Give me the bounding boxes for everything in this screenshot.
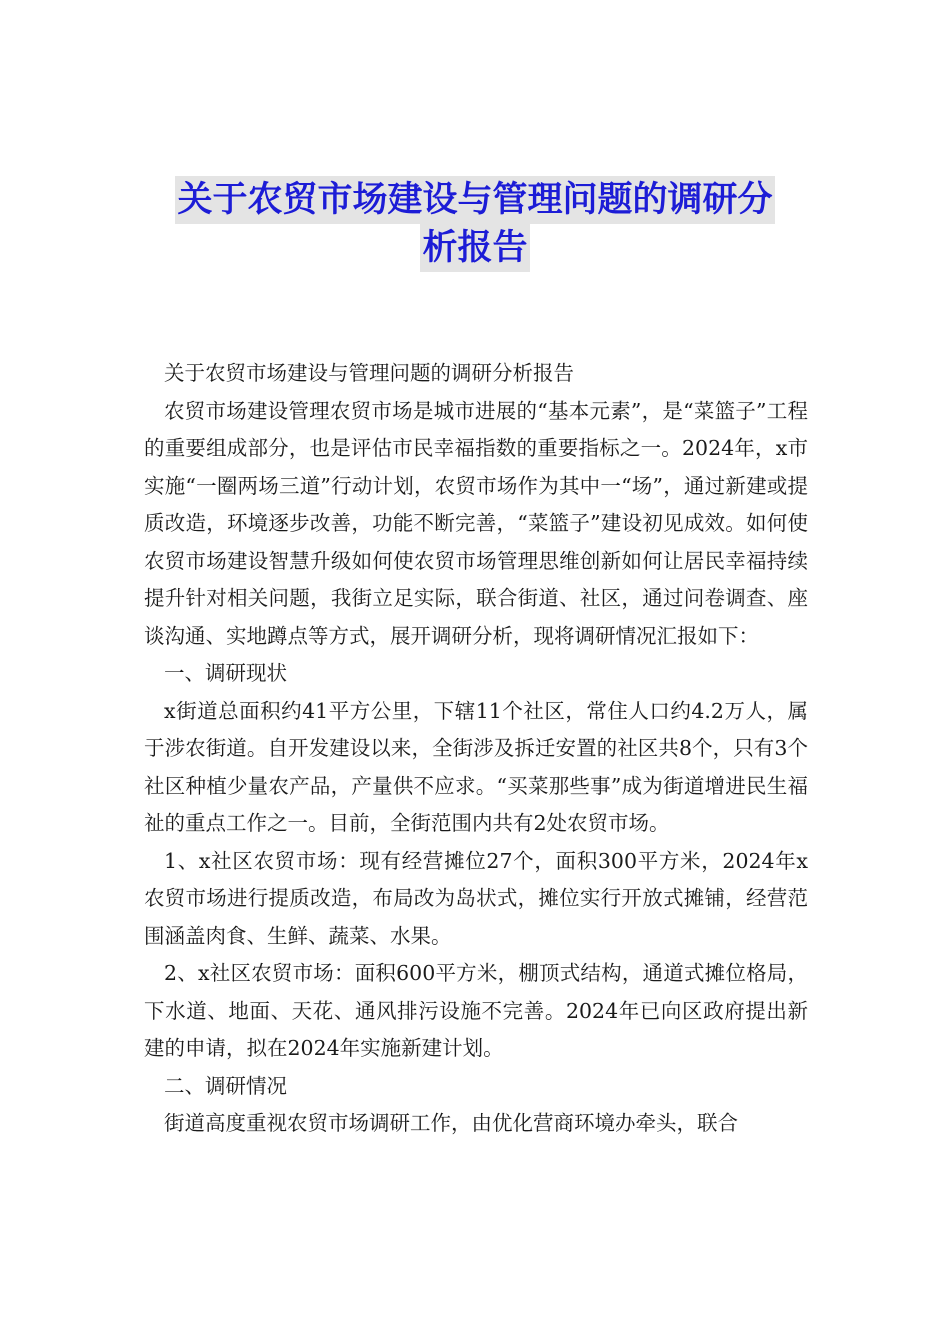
paragraph-status: x街道总面积约41平方公里，下辖11个社区，常住人口约4.2万人，属于涉农街道。自开发建设以来，全街涉及拆迁安置的社区共8个，只有3个社区种植少量农产品，产量供不应求。“买菜那些事”成为街道增进民生福祉的重点工作之一。目前，全街范围内共有2处农贸市场。 — [144, 698, 808, 835]
paragraph-market-2: 2、x社区农贸市场：面积600平方米，棚顶式结构，通道式摊位格局，下水道、地面、天花、通风排污设施不完善。2024年已向区政府提出新建的申请，拟在2024年实施新建计划。 — [144, 961, 808, 1060]
paragraph-survey: 街道高度重视农贸市场调研工作，由优化营商环境办牵头，联合 — [164, 1111, 738, 1135]
section-heading-status: 一、调研现状 — [164, 661, 287, 685]
document-body — [144, 355, 808, 1143]
section-heading-survey: 二、调研情况 — [164, 1073, 287, 1098]
paragraph-market-1: 1、x社区农贸市场：现有经营摊位27个，面积300平方米，2024年x农贸市场进行提质改造，布局改为岛状式，摊位实行开放式摊铺，经营范围涵盖肉食、生鲜、蔬菜、水果。 — [144, 848, 808, 948]
paragraph-repeated-title: 关于农贸市场建设与管理问题的调研分析报告 — [164, 361, 574, 385]
document-title — [130, 176, 820, 272]
title-line-1: 关于农贸市场建设与管理问题的调研分 — [175, 176, 774, 224]
paragraph-intro: 农贸市场建设管理农贸市场是城市进展的“基本元素”，是“菜篮子”工程的重要组成部分，也是评估市民幸福指数的重要指标之一。2024年，x市实施“一圈两场三道”行动计划，农贸市场作为其中一“场”，通过新建或提质改造，环境逐步改善，功能不断完善，“菜篮子”建设初见成效。如何使农贸市场建设智慧升级如何使农贸市场管理思维创新如何让居民幸福持续提升针对相关问题，我街立足实际，联合街道、社区，通过问卷调查、座谈沟通、实地蹲点等方式，展开调研分析，现将调研情况汇报如下： — [144, 398, 808, 648]
title-line-2: 析报告 — [420, 224, 529, 272]
